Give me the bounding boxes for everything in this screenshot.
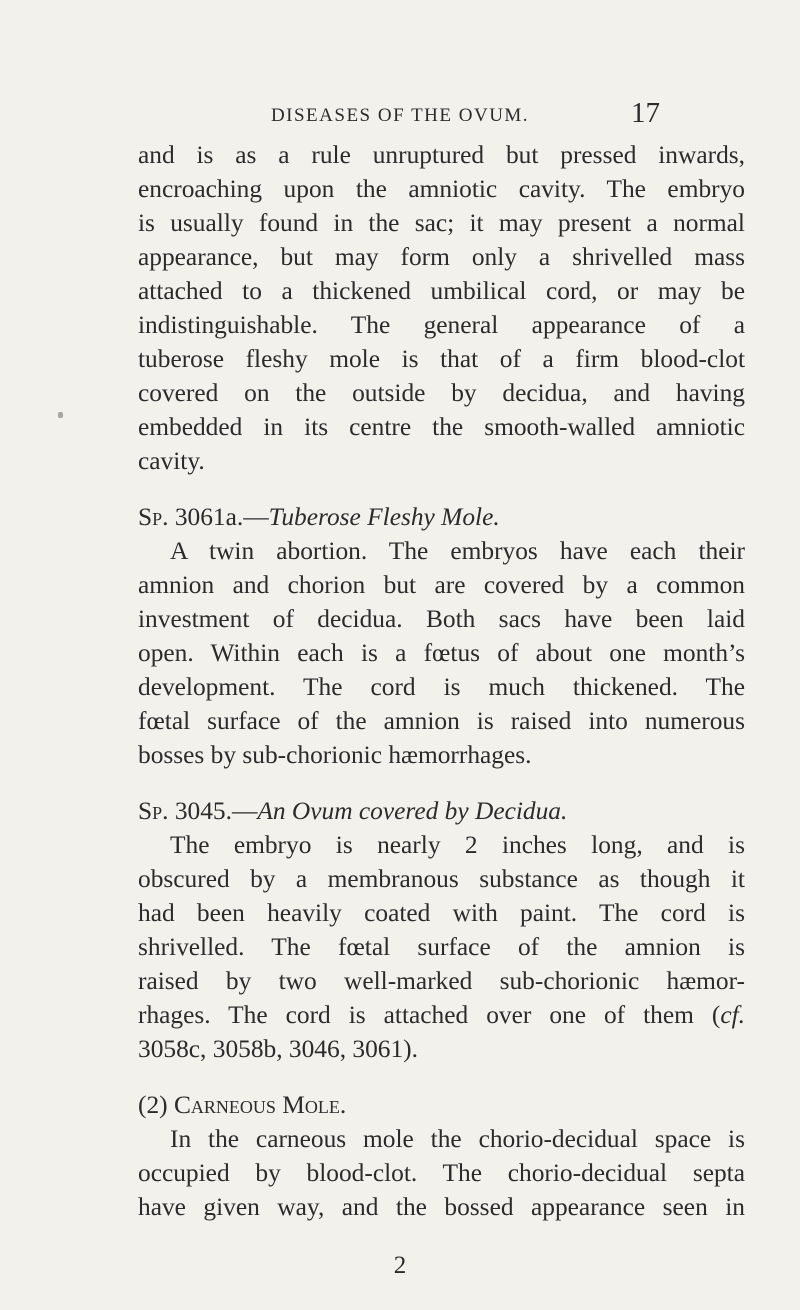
text-line: cavity. [138,447,205,475]
text-line: 3058c, 3058b, 3046, 3061). [138,1035,418,1063]
text-line: embedded in its centre the smooth-walled amniotic [138,413,745,441]
text-line: development. The cord is much thickened. The [138,673,745,701]
paragraph-intro [138,138,745,478]
text-line: and is as a rule unruptured but pressed inwards, [138,141,745,169]
text-line: In the carneous mole the chorio-decidual space is [170,1125,745,1153]
paragraph-specimen-3061a [138,534,745,772]
specimen-number: 3045. [174,797,232,825]
text-line: bosses by sub-chorionic hæmorrhages. [138,741,532,769]
text-line: A twin abortion. The embryos have each their [170,537,745,565]
text-line: covered on the outside by decidua, and having [138,379,745,407]
body-text [138,138,745,1224]
text-line [138,998,745,1032]
page-number: 17 [631,97,660,129]
italic-cf: cf. [720,1001,745,1029]
text-line: appearance, but may form only a shrivelled mass [138,243,745,271]
running-head [0,97,800,131]
text-line: investment of decidua. Both sacs have been laid [138,605,745,633]
text-line: have given way, and the bossed appearance seen in [138,1193,745,1221]
specimen-dash: — [243,503,269,531]
text-line: open. Within each is a fœtus of about one month’s [138,639,745,667]
specimen-label: Sp. [138,797,169,825]
text-line: amnion and chorion but are covered by a common [138,571,745,599]
text-line: had been heavily coated with paint. The cord is [138,899,745,927]
running-title: DISEASES OF THE OVUM. [270,105,530,126]
paragraph-specimen-3045 [138,828,745,1066]
paragraph-carneous-mole [138,1122,745,1224]
text-line: raised by two well-marked sub-chorionic hæmor- [138,967,745,995]
specimen-label: Sp. [138,503,169,531]
text-fragment: rhages. The cord is attached over one of them ( [138,1001,721,1029]
text-line: occupied by blood-clot. The chorio-decidual septa [138,1159,745,1187]
signature-mark: 2 [393,1252,407,1279]
text-line: indistinguishable. The general appearance of a [138,311,745,339]
specimen-title: An Ovum covered by Decidua. [257,797,568,825]
specimen-heading-3061a [138,500,745,534]
text-line: shrivelled. The fœtal surface of the amnion is [138,933,745,961]
text-line: is usually found in the sac; it may present a normal [138,209,745,237]
text-line: tuberose fleshy mole is that of a firm blood-clot [138,345,745,373]
text-line: The embryo is nearly 2 inches long, and is [170,831,745,859]
text-line: attached to a thickened umbilical cord, or may be [138,277,745,305]
text-line: fœtal surface of the amnion is raised into numerous [138,707,745,735]
specimen-number: 3061a. [174,503,244,531]
section-heading-carneous-mole [138,1088,745,1122]
text-line: encroaching upon the amniotic cavity. The embryo [138,175,745,203]
section-number: (2) [138,1091,168,1119]
specimen-title: Tuberose Fleshy Mole. [268,503,500,531]
text-line: obscured by a membranous substance as though it [138,865,745,893]
paper-speck [58,412,63,418]
specimen-dash: — [231,797,258,825]
section-title: Carneous Mole. [173,1091,347,1119]
specimen-heading-3045 [138,794,745,828]
